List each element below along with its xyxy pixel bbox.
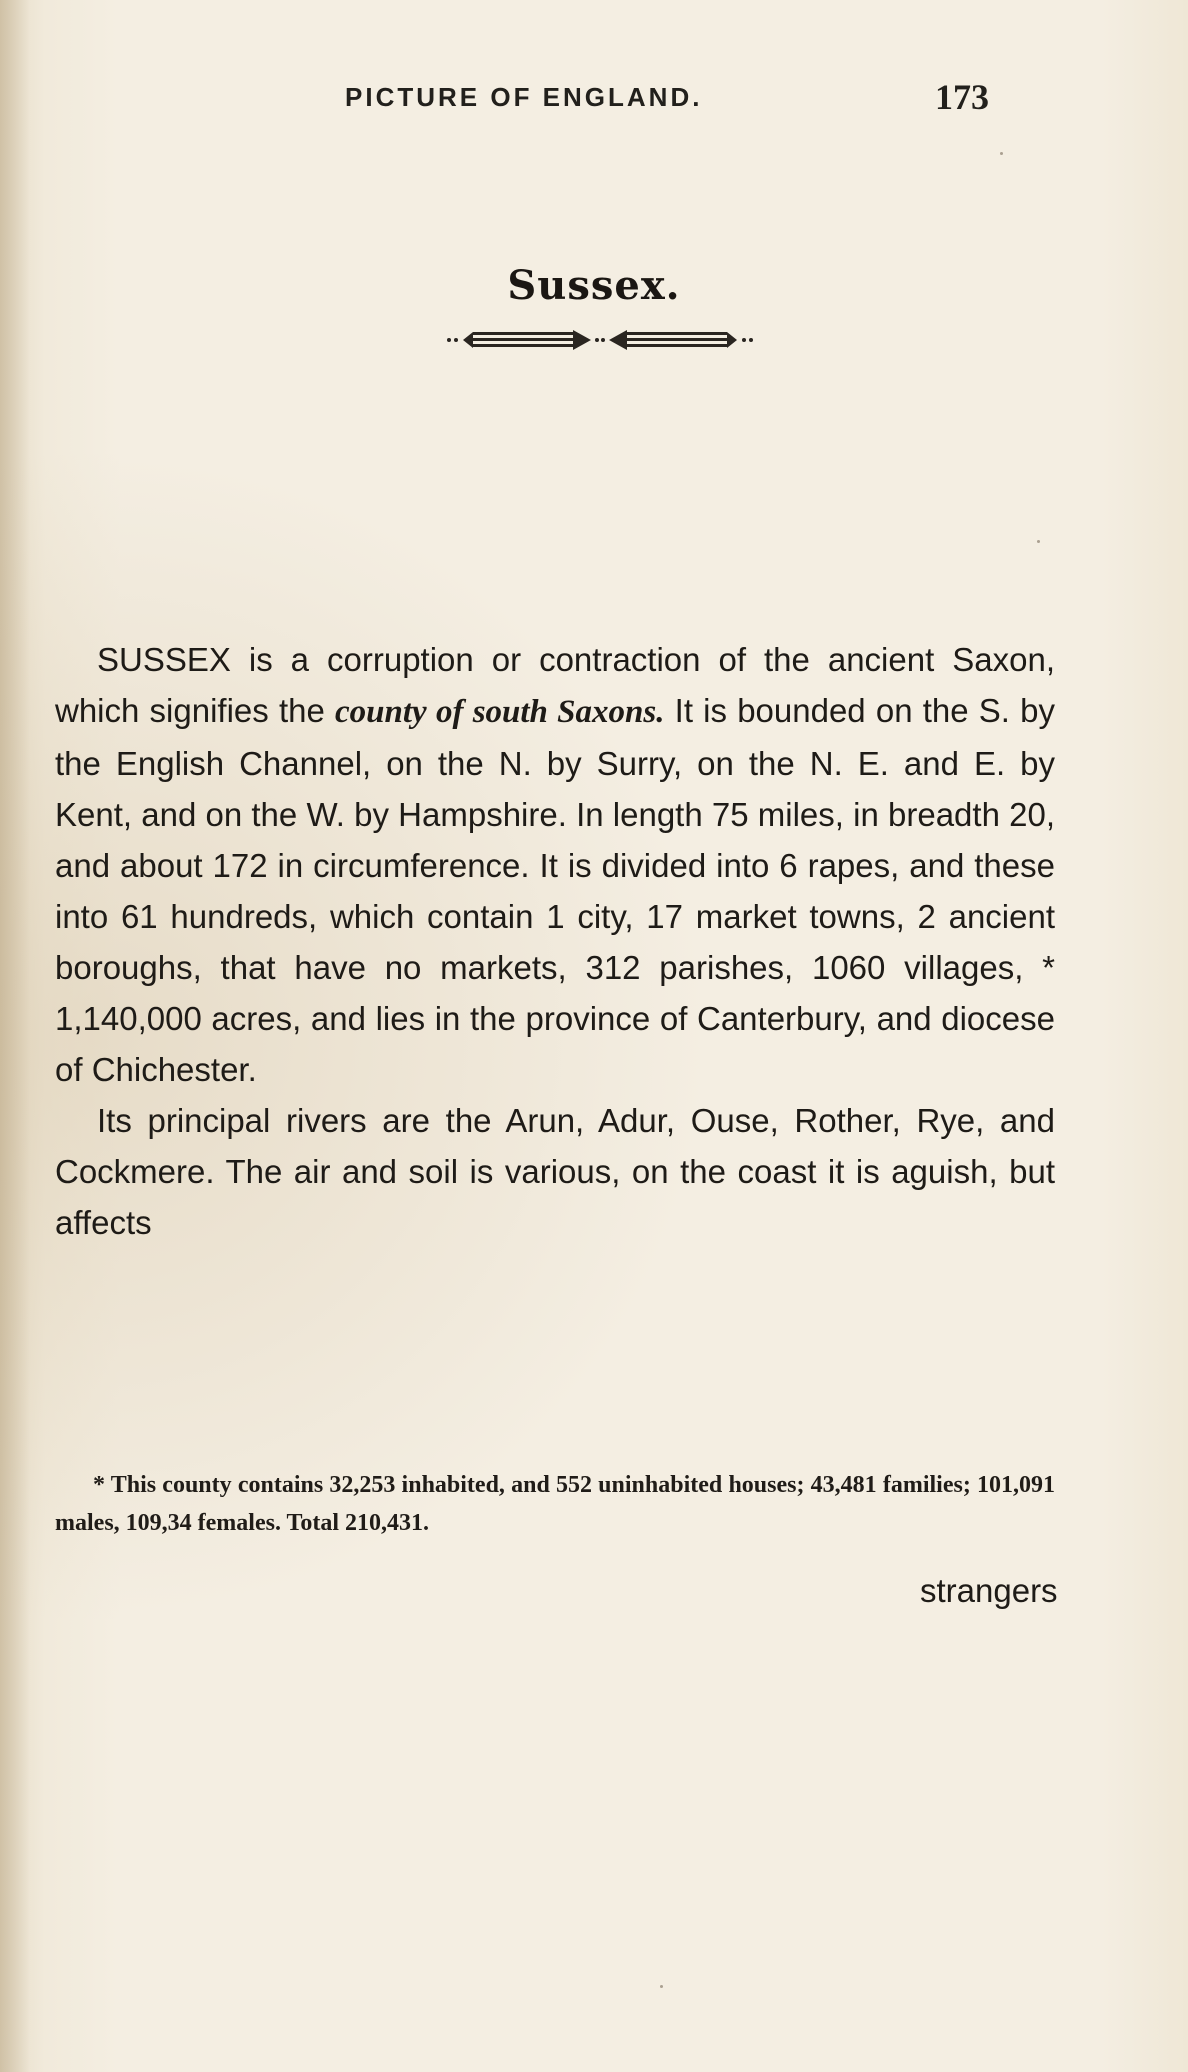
paper-speck [1037,540,1040,543]
emphasis-county-of-south-saxons: county of south Saxons. [335,694,665,730]
decorative-rule-icon [445,318,755,362]
paragraph-intro-start: SUSSEX is a corruption or contraction of the ancient Saxon, which signifies the [55,641,1055,729]
paper-speck [1000,152,1003,155]
running-head [0,77,1188,122]
county-heading: Sussex. [507,262,681,309]
paragraph-intro [55,634,1055,1095]
paper-speck [660,1985,663,1988]
footnote: * This county contains 32,253 inhabited, and 552 uninhabited houses; 43,481 families; 101,091 males, 109,34 females. Total 210,431. [55,1472,1055,1536]
gutter-shadow [0,0,30,2072]
catchword: strangers [920,1572,1058,1609]
paragraph-intro-rest: It is bounded on the S. by the English Channel, on the N. by Surry, on the N. E. and E. by Kent, and on the W. by Hampshire. In length 75 miles, in breadth 20, and about 172 in circumference. It is divided into 6 rapes, and these into 61 hundreds, which contain 1 city, 17 market towns, 2 ancient boroughs, that have no markets, 312 parishes, 1060 villages, * 1,140,000 acres, and lies in the province of Canterbury, and diocese of Chichester. [55,692,1055,1088]
running-title: PICTURE OF ENGLAND. [345,82,703,112]
page-number: 173 [935,77,989,117]
body-text [55,634,1055,1248]
paragraph-rivers: Its principal rivers are the Arun, Adur, Ouse, Rother, Rye, and Cockmere. The air and soil is various, on the coast it is aguish, but affects [55,1102,1055,1241]
